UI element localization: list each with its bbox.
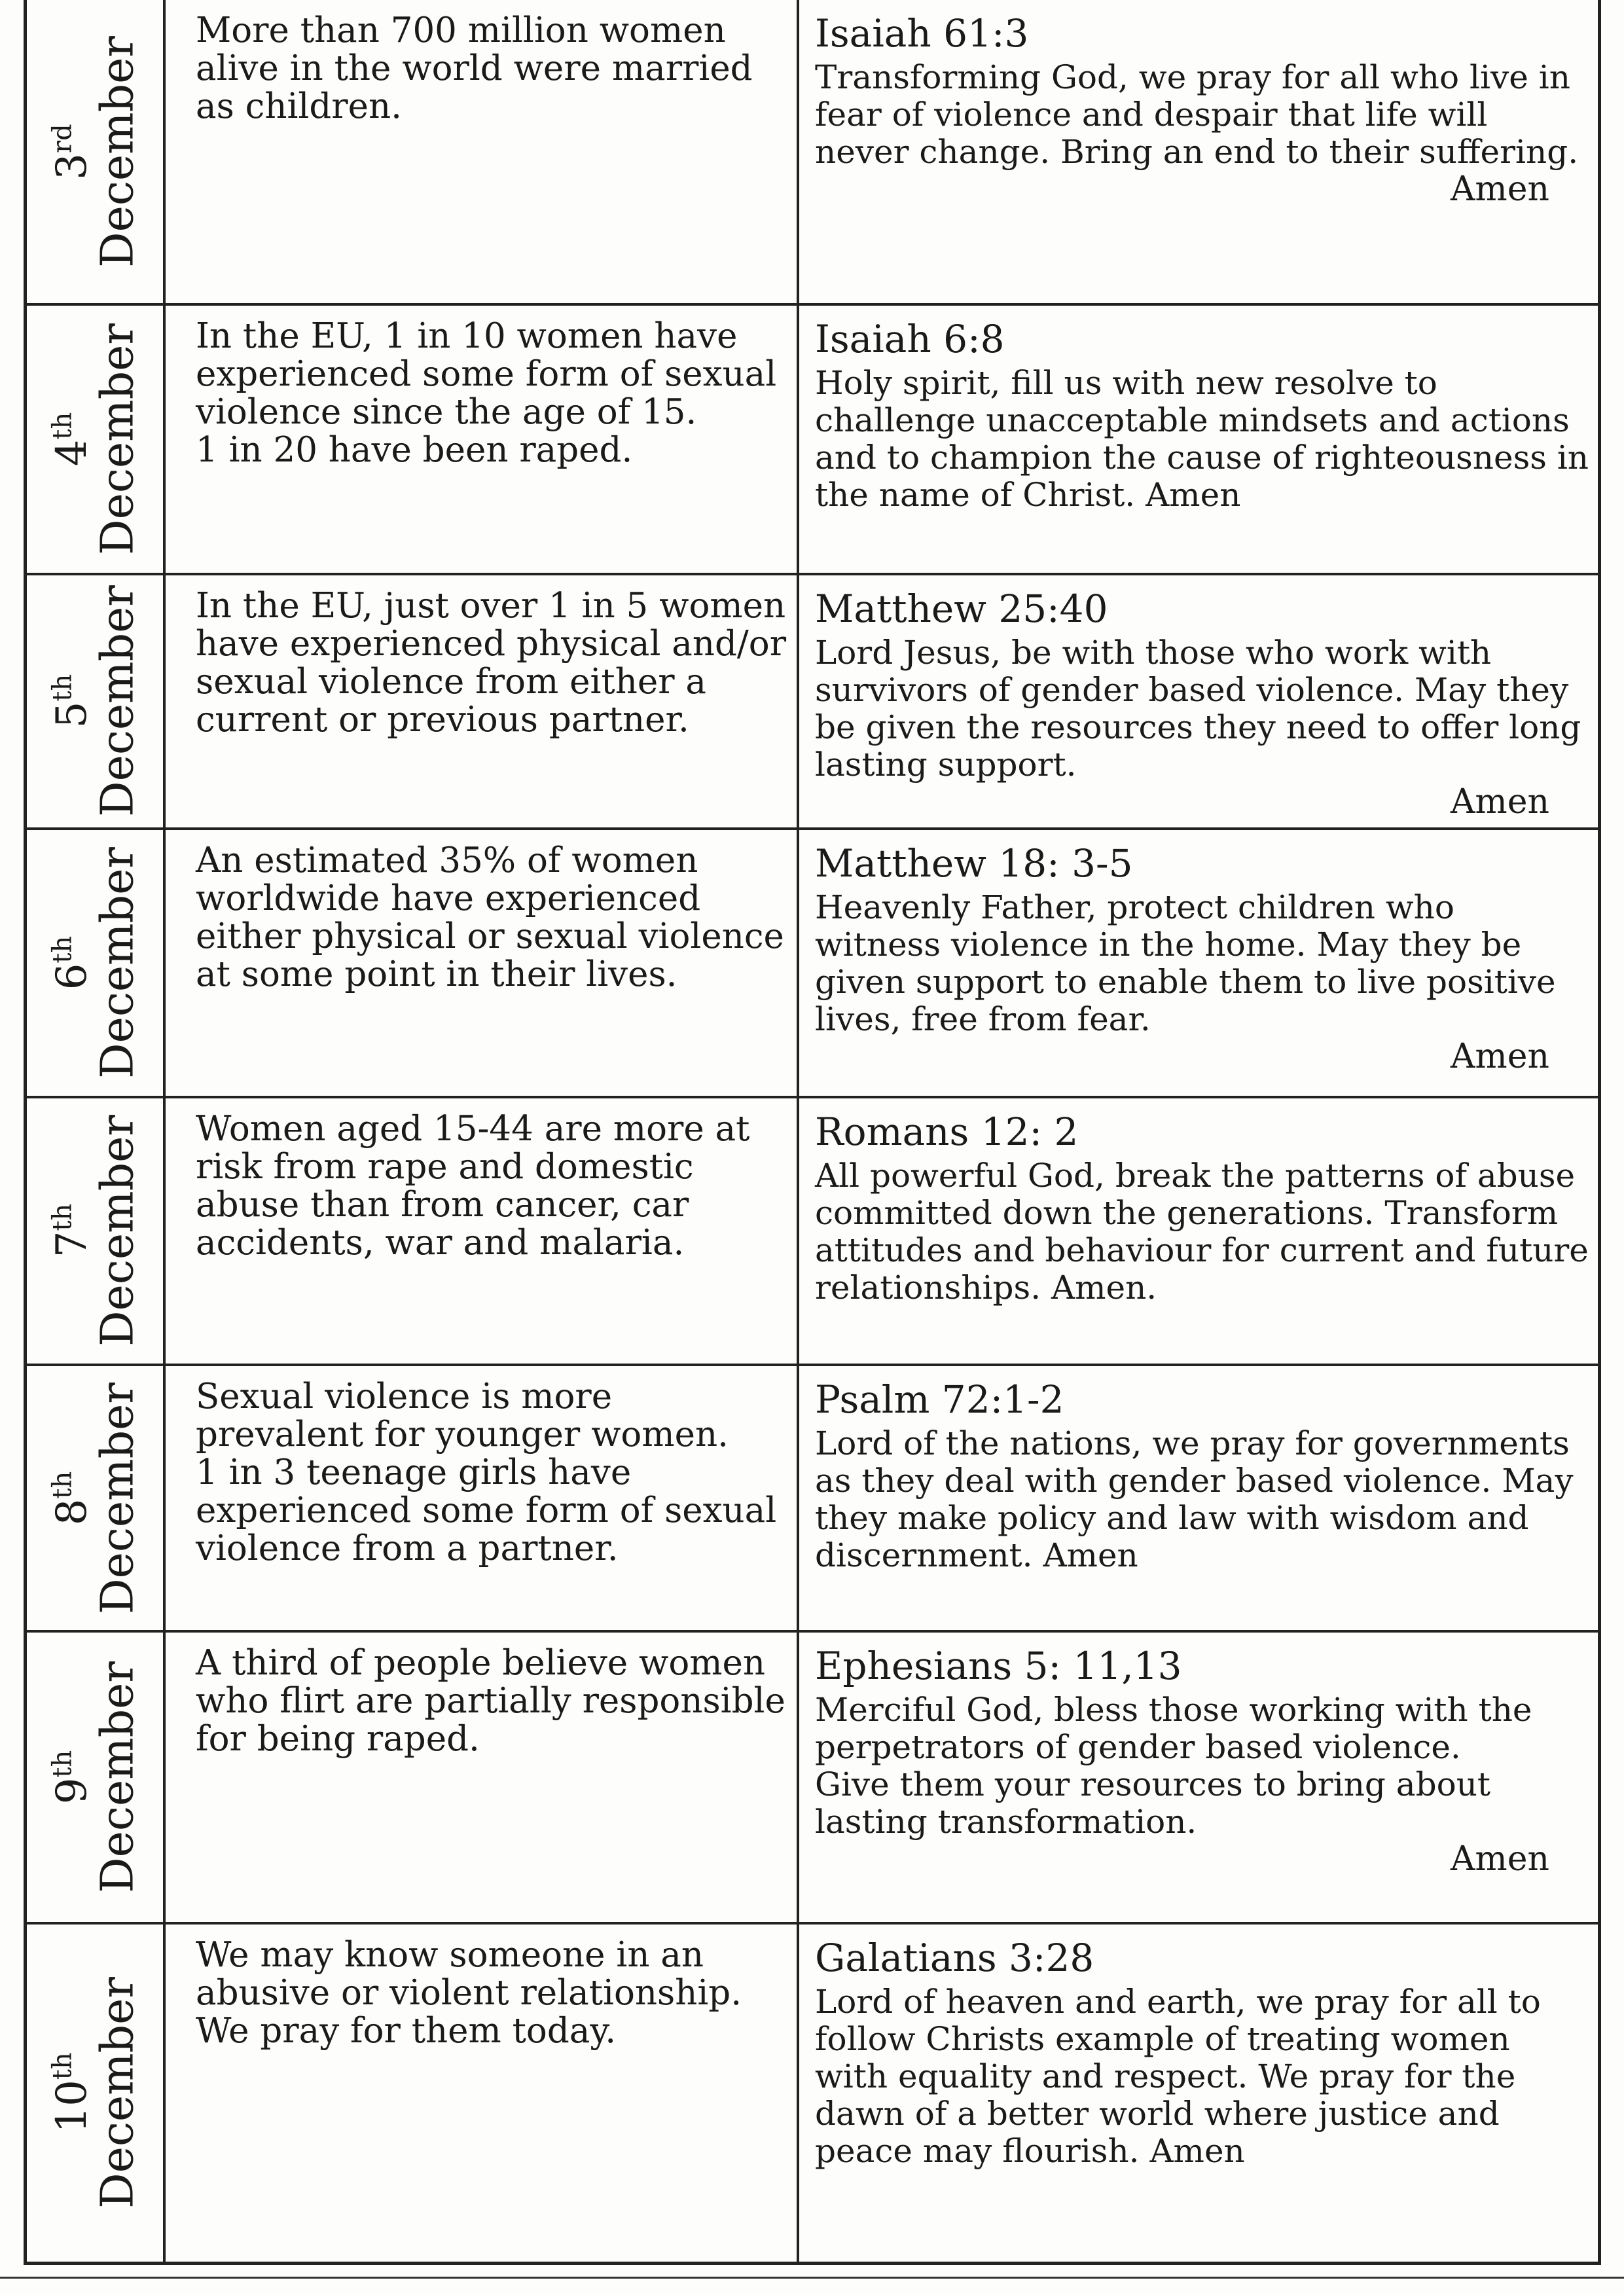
date-day-suffix: th xyxy=(47,935,78,964)
calendar-row xyxy=(27,0,1598,306)
fact-cell xyxy=(166,0,799,303)
date-cell xyxy=(27,0,166,303)
advent-prayer-calendar xyxy=(24,0,1601,2265)
fact-text: In the EU, just over 1 in 5 women have experienced physical and/or sexual violence from either a current or previous partner. xyxy=(196,585,797,740)
prayer-text: Holy spirit, fill us with new resolve to challenge unacceptable mindsets and actions and to champion the cause of righteousness in the name of Christ. Amen xyxy=(815,364,1599,515)
scripture-reference: Isaiah 61:3 xyxy=(815,11,1029,56)
date-month: December xyxy=(92,585,144,818)
date-month: December xyxy=(92,1661,144,1893)
prayer-cell xyxy=(799,575,1598,827)
prayer-cell xyxy=(799,306,1598,572)
date-label xyxy=(47,1977,144,2209)
scripture-reference: Isaiah 6:8 xyxy=(815,317,1005,362)
date-day xyxy=(49,1661,95,1893)
calendar-row xyxy=(27,306,1598,575)
date-cell xyxy=(27,1366,166,1630)
fact-text: Women aged 15-44 are more at risk from rape and domestic abuse than from cancer, car accidents, war and malaria. xyxy=(196,1108,761,1263)
date-month: December xyxy=(92,1382,144,1614)
prayer-amen: Amen xyxy=(1450,1839,1549,1879)
date-day-suffix: th xyxy=(47,674,78,702)
date-day xyxy=(49,323,95,555)
date-month: December xyxy=(92,846,144,1079)
fact-cell xyxy=(166,1925,799,2262)
date-day xyxy=(49,847,95,1079)
date-day-number: 9 xyxy=(47,1777,96,1805)
date-day-suffix: th xyxy=(47,1204,78,1231)
date-day-suffix: th xyxy=(47,412,78,440)
prayer-cell xyxy=(799,1633,1598,1921)
date-cell xyxy=(27,306,166,572)
date-label xyxy=(47,323,144,555)
prayer-text: Transforming God, we pray for all who live in fear of violence and despair that life will never change. Bring an end to their suffering. xyxy=(815,58,1581,171)
date-day-number: 7 xyxy=(47,1231,96,1258)
date-month: December xyxy=(92,1115,144,1347)
prayer-text: Heavenly Father, protect children who witness violence in the home. May they be given support to enable them to live positive lives, free from fear. xyxy=(815,888,1566,1039)
date-day-suffix: th xyxy=(47,1750,78,1778)
date-day-suffix: th xyxy=(47,2052,78,2080)
prayer-cell xyxy=(799,1366,1598,1630)
fact-text: A third of people believe women who flirt are partially responsible for being raped. xyxy=(196,1643,797,1760)
date-day-number: 6 xyxy=(47,963,96,990)
date-day xyxy=(49,1382,95,1614)
fact-cell xyxy=(166,306,799,572)
fact-cell xyxy=(166,1366,799,1630)
date-label xyxy=(47,35,144,268)
scripture-reference: Matthew 18: 3-5 xyxy=(815,841,1133,886)
date-cell xyxy=(27,830,166,1095)
prayer-amen: Amen xyxy=(1450,170,1549,209)
date-day xyxy=(49,586,95,818)
fact-text: We may know someone in an abusive or violent relationship. We pray for them today. xyxy=(196,1934,753,2051)
prayer-amen: Amen xyxy=(1450,1037,1549,1077)
prayer-amen: Amen xyxy=(1450,782,1549,822)
date-day xyxy=(49,1115,95,1346)
date-day-number: 4 xyxy=(47,439,96,467)
fact-cell xyxy=(166,1098,799,1364)
date-cell xyxy=(27,1633,166,1921)
prayer-text: All powerful God, break the patterns of abuse committed down the generations. Transform attitudes and behaviour for current and future relationships. Amen. xyxy=(815,1156,1599,1307)
prayer-cell xyxy=(799,830,1598,1095)
prayer-text: Lord of heaven and earth, we pray for all to follow Christs example of treating women with equality and respect. We pray for the dawn of a better world where justice and peace may flourish. Amen xyxy=(815,1982,1551,2170)
date-label xyxy=(47,846,144,1079)
date-cell xyxy=(27,1925,166,2262)
date-month: December xyxy=(92,35,144,268)
date-label xyxy=(47,585,144,818)
fact-cell xyxy=(166,1633,799,1921)
date-cell xyxy=(27,1098,166,1364)
fact-cell xyxy=(166,830,799,1095)
fact-text: In the EU, 1 in 10 women have experienced some form of sexual violence since the age of 15. 1 in 20 have been raped. xyxy=(196,316,777,471)
calendar-row xyxy=(27,1366,1598,1633)
prayer-cell xyxy=(799,1925,1598,2262)
prayer-text: Merciful God, bless those working with the perpetrators of gender based violence. Give them your resources to bring about lasting transformation. xyxy=(815,1691,1532,1841)
scripture-reference: Ephesians 5: 11,13 xyxy=(815,1644,1182,1689)
date-month: December xyxy=(92,323,144,555)
scripture-reference: Galatians 3:28 xyxy=(815,1935,1094,1980)
fact-cell xyxy=(166,575,799,827)
calendar-row xyxy=(27,1633,1598,1924)
page-bottom-rule xyxy=(0,2277,1624,2279)
date-month: December xyxy=(92,1977,144,2209)
calendar-row xyxy=(27,830,1598,1098)
calendar-row xyxy=(27,1098,1598,1366)
date-label xyxy=(47,1382,144,1614)
date-label xyxy=(47,1661,144,1893)
fact-text: An estimated 35% of women worldwide have experienced either physical or sexual violence at some point in their lives. xyxy=(196,840,795,995)
date-day-number: 8 xyxy=(47,1498,96,1525)
date-day-number: 5 xyxy=(47,702,96,729)
date-cell xyxy=(27,575,166,827)
date-day-number: 10 xyxy=(47,2080,96,2134)
date-day-number: 3 xyxy=(47,153,96,180)
calendar-row xyxy=(27,575,1598,830)
scripture-reference: Romans 12: 2 xyxy=(815,1109,1079,1154)
prayer-cell xyxy=(799,1098,1598,1364)
calendar-row xyxy=(27,1925,1598,2262)
date-day-suffix: rd xyxy=(47,123,78,153)
date-day xyxy=(49,36,95,268)
date-day xyxy=(49,1977,95,2209)
prayer-cell xyxy=(799,0,1598,303)
date-day-suffix: th xyxy=(47,1471,78,1499)
date-label xyxy=(47,1115,144,1347)
prayer-text: Lord Jesus, be with those who work with survivors of gender based violence. May they be given the resources they need to offer long lasting support. xyxy=(815,633,1592,784)
scripture-reference: Matthew 25:40 xyxy=(815,586,1108,631)
fact-text: More than 700 million women alive in the world were married as children. xyxy=(196,10,764,126)
prayer-text: Lord of the nations, we pray for governments as they deal with gender based violence. May they make policy and law with wisdom and discernment. Amen xyxy=(815,1424,1584,1574)
scripture-reference: Psalm 72:1-2 xyxy=(815,1377,1064,1422)
fact-text: Sexual violence is more prevalent for younger women. 1 in 3 teenage girls have experienced some form of sexual violence from a partner. xyxy=(196,1376,777,1568)
